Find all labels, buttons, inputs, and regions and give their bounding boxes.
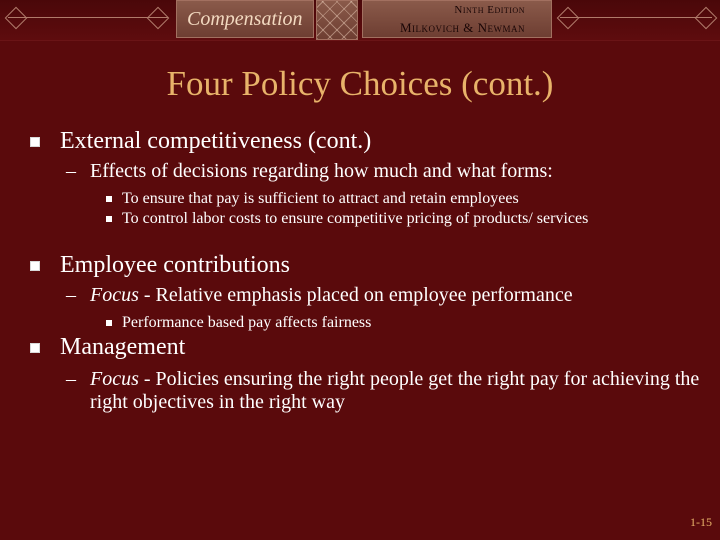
sub-bullet bbox=[66, 284, 573, 307]
page-number: 1-15 bbox=[690, 515, 712, 529]
point-text: Performance based pay affects fairness bbox=[122, 314, 372, 331]
sub-bullet-text: Effects of decisions regarding how much and what forms: bbox=[90, 160, 553, 182]
header-banner bbox=[0, 0, 720, 41]
compensation-logo bbox=[176, 0, 314, 38]
focus-label: Focus bbox=[90, 284, 139, 306]
sub-bullet bbox=[66, 368, 710, 414]
sub-bullet-text: - Policies ensuring the right people get the right pay for achieving the right objectives in the right way bbox=[90, 368, 700, 413]
banner-rule-left bbox=[8, 17, 168, 18]
dash-icon: – bbox=[66, 368, 76, 390]
sub-bullet-text: - Relative emphasis placed on employee performance bbox=[138, 284, 573, 306]
square-bullet-icon bbox=[30, 343, 40, 353]
authors-label: Milkovich & Newman bbox=[399, 20, 525, 35]
diamond-ornament-icon bbox=[695, 7, 718, 30]
bullet-item-label: Employee contributions bbox=[60, 252, 290, 278]
edition-label: Ninth Edition bbox=[454, 4, 525, 16]
point-text: To control labor costs to ensure competitive pricing of products/ services bbox=[122, 210, 589, 227]
bullet-item-label: Management bbox=[60, 334, 186, 360]
banner-rule-right bbox=[560, 17, 712, 18]
lattice-pattern-icon bbox=[316, 0, 358, 40]
focus-label: Focus bbox=[90, 368, 139, 390]
slide-title: Four Policy Choices (cont.) bbox=[166, 64, 554, 103]
bullet-item-label: External competitiveness (cont.) bbox=[60, 128, 372, 154]
dash-icon: – bbox=[66, 160, 76, 182]
logo-text: Compensation bbox=[187, 7, 303, 30]
publisher-plate bbox=[362, 0, 552, 38]
square-bullet-icon bbox=[30, 137, 40, 147]
point-text: To ensure that pay is sufficient to attract and retain employees bbox=[122, 190, 519, 207]
diamond-ornament-icon bbox=[5, 7, 28, 30]
dash-icon: – bbox=[66, 284, 76, 306]
sub-bullet bbox=[66, 160, 553, 183]
diamond-ornament-icon bbox=[557, 7, 580, 30]
diamond-ornament-icon bbox=[147, 7, 170, 30]
square-bullet-icon bbox=[30, 261, 40, 271]
